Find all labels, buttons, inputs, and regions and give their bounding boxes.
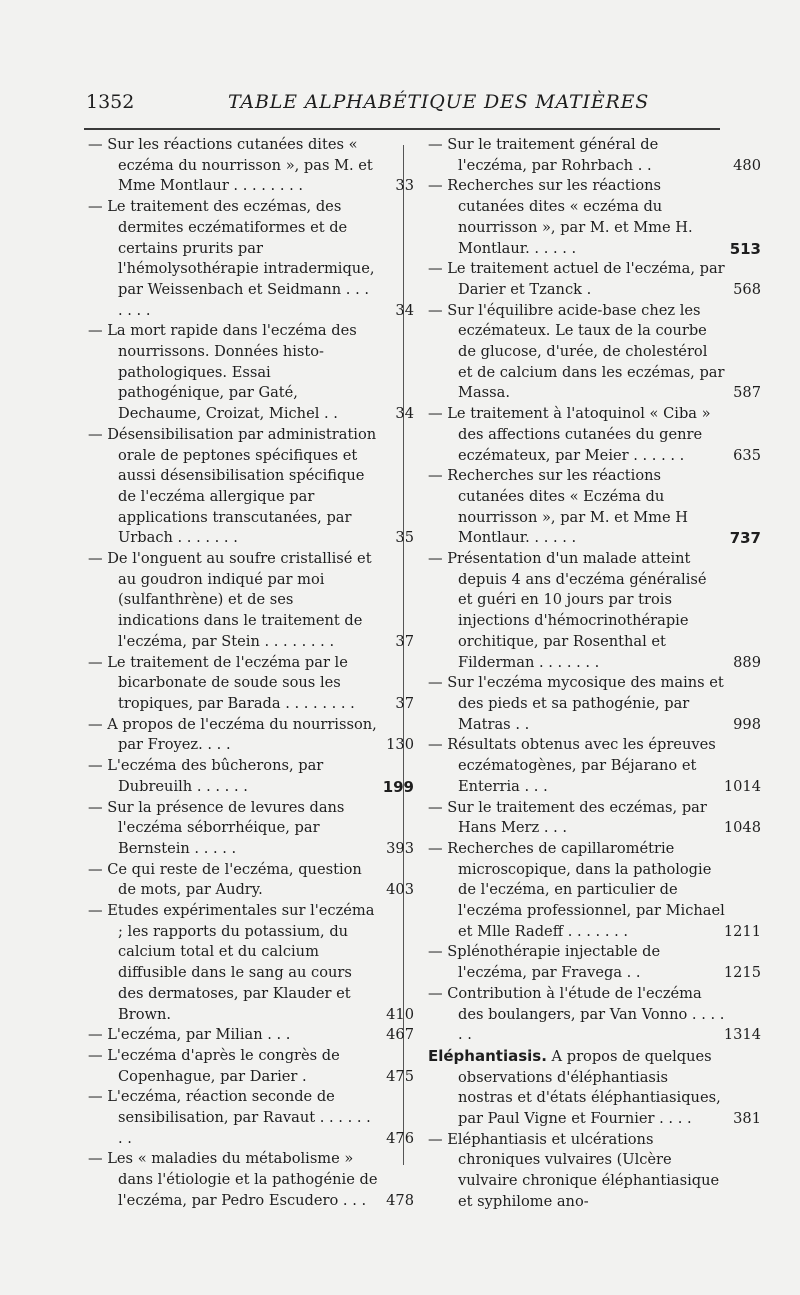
entry-text: — Les « maladies du métabolisme » dans l'étiologie et la pathogénie de l'eczéma, par Pedro Escudero . . . [88, 1150, 378, 1209]
entry-page-number: 568 [733, 280, 761, 298]
entry-page-number: 467 [386, 1026, 414, 1044]
entry-text: — Présentation d'un malade atteint depuis 4 ans d'eczéma généralisé et guéri en 10 jours par trois injections d'hémocrinothérapie orchitique, par Rosenthal et Filderman . . . . . . . [428, 550, 707, 671]
index-entry [428, 259, 761, 300]
entry-text: — Le traitement des eczémas, des dermites eczématiformes et de certains prurits par l'hémolysothérapie intradermique, par Weissenbach et Seidmann . . . . . . . [88, 198, 375, 319]
entry-page-number: 130 [386, 736, 414, 754]
entry-text: — Etudes expérimentales sur l'eczéma ; les rapports du potassium, du calcium total et du calcium diffusible dans le sang au cours des dermatoses, par Klauder et Brown. [88, 902, 375, 1023]
entry-text: A propos de quelques observations d'éléphantiasis nostras et d'états éléphantiasiques, par Paul Vigne et Fournier . . . . [458, 1047, 721, 1128]
index-entry [88, 653, 414, 715]
entry-page-number: 37 [395, 632, 414, 650]
entry-text: — L'eczéma, réaction seconde de sensibilisation, par Ravaut . . . . . . . . [88, 1088, 371, 1147]
entry-page-number: 34 [395, 405, 414, 423]
index-entry [428, 1130, 725, 1213]
entry-text: — Sur le traitement des eczémas, par Hans Merz . . . [428, 798, 707, 837]
entry-text: — Eléphantiasis et ulcérations chroniques vulvaires (Ulcère vulvaire chronique éléphantiasique et syphilome ano- [428, 1130, 720, 1210]
entry-text: — Recherches de capillarométrie microscopique, dans la pathologie de l'eczéma, en particulier de l'eczéma professionnel, par Michael et Mlle Radeff . . . . . . . [428, 839, 725, 940]
index-entry [428, 798, 761, 839]
entry-text: — La mort rapide dans l'eczéma des nourrissons. Données histo-pathologiques. Essai pathogénique, par Gaté, Dechaume, Croizat, Michel . . [88, 322, 357, 423]
running-title: TABLE ALPHABÉTIQUE DES MATIÈRES [228, 91, 650, 113]
entry-page-number: 34 [395, 301, 414, 319]
index-entry [88, 1087, 414, 1149]
index-entry [428, 466, 761, 549]
entry-page-number: 478 [386, 1191, 414, 1209]
index-entry [428, 673, 761, 735]
entry-text: — Le traitement actuel de l'eczéma, par Darier et Tzanck . [428, 260, 725, 298]
index-entry [88, 135, 414, 197]
entry-page-number: 1048 [723, 819, 761, 837]
index-entry [428, 135, 761, 176]
entry-page-number: 889 [733, 653, 761, 671]
entry-text: — Recherches sur les réactions cutanées dites « Eczéma du nourrisson », par M. et Mme H Montlaur. . . . . . [428, 467, 689, 547]
index-entry [88, 321, 414, 425]
index-entry [428, 839, 761, 943]
index-entry [88, 1025, 414, 1046]
entry-page-number: 476 [386, 1129, 414, 1147]
index-entry [428, 1046, 761, 1130]
entry-page-number: 33 [395, 177, 414, 195]
entry-text: — Désensibilisation par administration orale de peptones spécifiques et aussi désensibilisation spécifique de l'eczéma allergique par applications transcutanées, par Urbach . . . . . . . [88, 425, 377, 547]
entry-text: — Sur l'équilibre acide-base chez les eczémateux. Le taux de la courbe de glucose, d'urée, de cholestérol et de calcium dans les eczémas, par Massa. [428, 301, 725, 402]
index-entry [428, 984, 761, 1046]
entry-page-number: 393 [386, 839, 414, 857]
page-number: 1352 [86, 91, 135, 113]
entry-headword: Eléphantiasis. [428, 1046, 547, 1065]
index-entry [88, 425, 414, 549]
right-column [428, 135, 761, 1213]
entry-page-number: 35 [395, 529, 414, 547]
entry-page-number: 737 [729, 529, 761, 548]
entry-page-number: 998 [733, 715, 761, 733]
entry-text: — De l'onguent au soufre cristallisé et au goudron indiqué par moi (sulfanthrène) et de ses indications dans le traitement de l'eczéma, par Stein . . . . . . . . [88, 550, 372, 650]
index-entry [428, 942, 761, 983]
entry-text: — Le traitement à l'atoquinol « Ciba » des affections cutanées du genre eczémateux, par Meier . . . . . . [428, 405, 711, 464]
index-entry [88, 798, 414, 860]
entry-page-number: 480 [733, 156, 761, 174]
entry-text: — Le traitement de l'eczéma par le bicarbonate de soude sous les tropiques, par Barada . . . . . . . . [88, 653, 355, 712]
header-rule [84, 128, 720, 130]
entry-text: — Ce qui reste de l'eczéma, question de mots, par Audry. [88, 860, 362, 899]
index-entry [428, 404, 761, 466]
entry-page-number: 475 [386, 1067, 414, 1085]
entry-text: — Sur la présence de levures dans l'eczéma séborrhéique, par Bernstein . . . . . [88, 798, 345, 857]
index-entry [88, 549, 414, 653]
index-entry [88, 197, 414, 321]
entry-text: — A propos de l'eczéma du nourrisson, par Froyez. . . . [88, 715, 377, 754]
index-entry [88, 1046, 414, 1087]
entry-text: — L'eczéma d'après le congrès de Copenhague, par Darier . [88, 1046, 340, 1085]
entry-page-number: 381 [733, 1110, 761, 1128]
left-column [88, 135, 414, 1212]
index-entry [428, 301, 761, 405]
index-entry [428, 735, 761, 797]
entry-page-number: 403 [386, 881, 414, 899]
index-entry [88, 1149, 414, 1211]
index-entry [428, 549, 761, 673]
entry-text: — Recherches sur les réactions cutanées dites « eczéma du nourrisson », par M. et Mme H. Montlaur. . . . . . [428, 177, 693, 257]
entry-page-number: 635 [733, 446, 761, 464]
entry-text: — L'eczéma des bûcherons, par Dubreuilh . . . . . . [88, 757, 324, 795]
entry-text: — Résultats obtenus avec les épreuves eczématogènes, par Béjarano et Enterria . . . [428, 736, 716, 795]
entry-text: — Sur le traitement général de l'eczéma, par Rohrbach . . [428, 136, 659, 174]
index-entry [88, 901, 414, 1025]
entry-page-number: 1211 [723, 922, 761, 940]
entry-text: — Splénothérapie injectable de l'eczéma, par Fravega . . [428, 943, 661, 982]
entry-text: — L'eczéma, par Milian . . . [88, 1026, 291, 1044]
index-entry [88, 860, 414, 901]
entry-text: — Sur les réactions cutanées dites « eczéma du nourrisson », pas M. et Mme Montlaur . . . . . . . . [88, 136, 373, 195]
entry-page-number: 37 [395, 694, 414, 712]
entry-page-number: 199 [382, 777, 414, 796]
index-entry [428, 176, 761, 259]
index-entry [88, 715, 414, 756]
entry-page-number: 410 [386, 1005, 414, 1023]
entry-text: — Contribution à l'étude de l'eczéma des boulangers, par Van Vonno . . . . . . [428, 984, 725, 1044]
entry-page-number: 1314 [723, 1026, 761, 1044]
entry-page-number: 1215 [723, 964, 761, 982]
entry-page-number: 587 [733, 384, 761, 402]
entry-page-number: 1014 [723, 777, 761, 795]
entry-text: — Sur l'eczéma mycosique des mains et des pieds et sa pathogénie, par Matras . . [428, 674, 724, 733]
index-entry [88, 756, 414, 797]
entry-page-number: 513 [729, 239, 761, 258]
